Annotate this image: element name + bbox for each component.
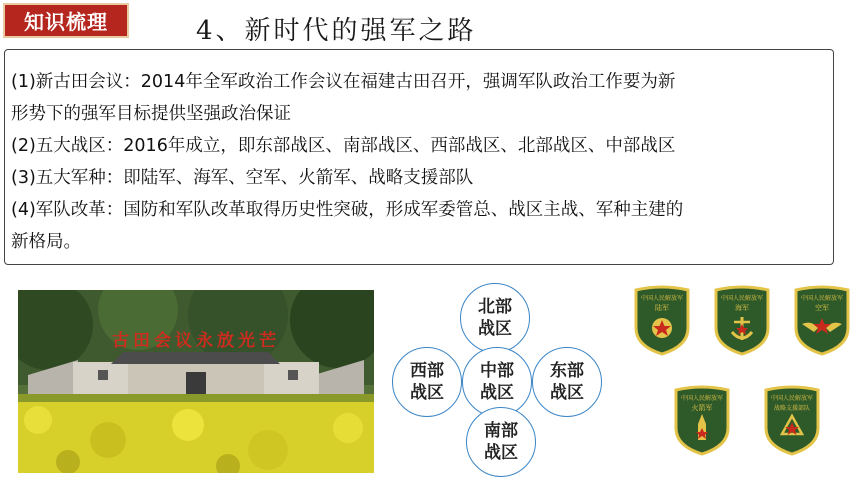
region-east-label: 东部战区 (550, 361, 584, 403)
region-center-label: 中部战区 (480, 361, 514, 403)
patch-label: 战略支援部队 (773, 405, 811, 412)
photo-sign: 古田会议永放光芒 (112, 331, 280, 351)
content-line: (4)军队改革：国防和军队改革取得历史性突破，形成军委管总、战区主战、军种主建的 (11, 200, 684, 220)
patch-header: 中国人民解放军 (800, 295, 844, 302)
army-emblem-icon (632, 284, 692, 356)
rocket-emblem-icon (672, 384, 732, 456)
region-west (392, 347, 462, 417)
content-line: (3)五大军种：即陆军、海军、空军、火箭军、战略支援部队 (11, 168, 474, 188)
region-south-label: 南部战区 (484, 421, 518, 463)
patch-label: 海军 (735, 304, 749, 312)
patch-header: 中国人民解放军 (680, 395, 724, 402)
patch-label: 火箭军 (691, 404, 713, 412)
service-patches (628, 284, 858, 474)
wings-emblem-icon (792, 284, 852, 356)
patch-header: 中国人民解放军 (770, 395, 814, 402)
patch-header: 中国人民解放军 (720, 295, 764, 302)
region-west-label: 西部战区 (410, 361, 444, 403)
region-east (532, 347, 602, 417)
content-line: 新格局。 (11, 232, 81, 252)
content-line: (1)新古田会议：2014年全军政治工作会议在福建古田召开，强调军队政治工作要为新 (11, 72, 676, 92)
patch-label: 空军 (815, 304, 829, 312)
gutian-photo (18, 290, 374, 473)
war-zones-diagram (388, 283, 608, 479)
patch-label: 陆军 (655, 304, 669, 312)
support-emblem-icon (762, 384, 822, 456)
page-title: 4、新时代的强军之路 (196, 16, 477, 46)
section-badge: 知识梳理 (3, 3, 129, 38)
content-box (4, 49, 834, 265)
region-north-label: 北部战区 (478, 297, 512, 339)
region-south (466, 407, 536, 477)
content-line: (2)五大战区：2016年成立，即东部战区、南部战区、西部战区、北部战区、中部战区 (11, 136, 676, 156)
region-north (460, 283, 530, 353)
patch-header: 中国人民解放军 (640, 295, 684, 302)
content-line: 形势下的强军目标提供坚强政治保证 (11, 104, 291, 124)
anchor-emblem-icon (712, 284, 772, 356)
